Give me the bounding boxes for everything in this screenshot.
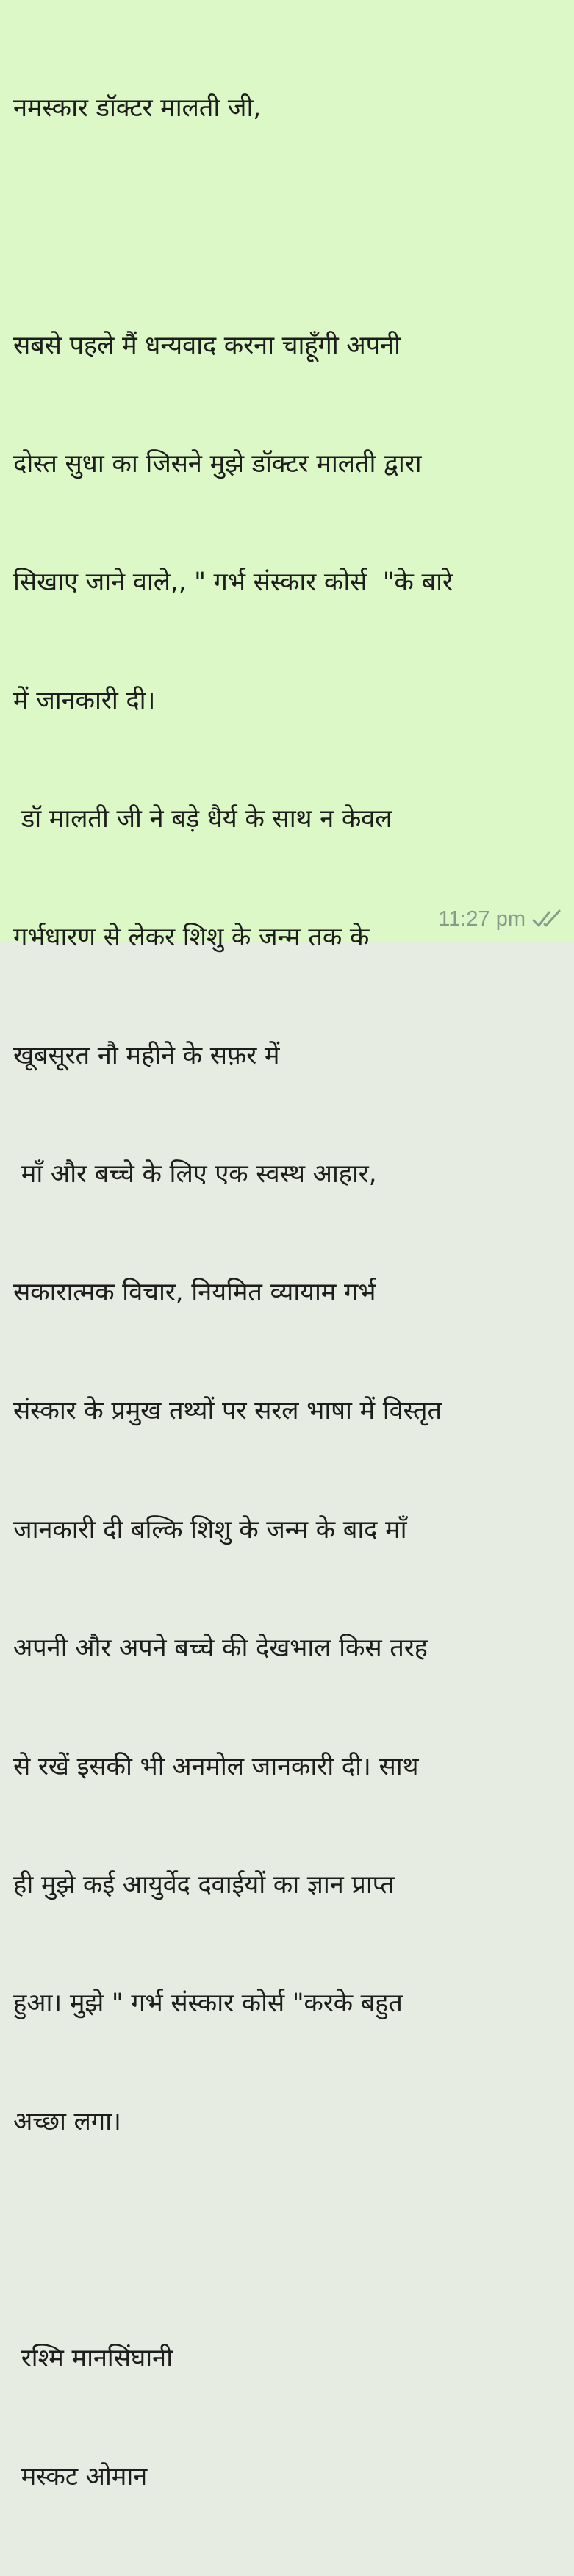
message-line: खूबसूरत नौ महीने के सफ़र में (13, 1041, 280, 1071)
message-line: सिखाए जाने वाले,, " गर्भ संस्कार कोर्स "के बारे (13, 567, 453, 597)
message-meta (438, 906, 564, 932)
signature-name: रश्मि मानसिंघानी (13, 2344, 173, 2374)
message-line (13, 2221, 563, 2261)
message-line: माँ और बच्चे के लिए एक स्वस्थ आहार, (13, 1159, 377, 1189)
message-line: हुआ। मुझे " गर्भ संस्कार कोर्स "करके बहुत (13, 1988, 403, 2018)
message-line: जानकारी दी बल्कि शिशु के जन्म के बाद माँ (13, 1514, 407, 1545)
message-line: अपनी और अपने बच्चे की देखभाल किस तरह (13, 1633, 428, 1663)
message-line: दोस्त सुधा का जिसने मुझे डॉक्टर मालती द्वारा (13, 448, 422, 479)
signature-location: मस्कट ओमान (13, 2462, 148, 2492)
message-line: नमस्कार डॉक्टर मालती जी, (13, 93, 261, 124)
message-line: संस्कार के प्रमुख तथ्यों पर सरल भाषा में विस्तृत (13, 1396, 442, 1426)
message-line: डॉ मालती जी ने बड़े धैर्य के साथ न केवल (13, 804, 392, 834)
message-line: सकारात्मक विचार, नियमित व्यायाम गर्भ (13, 1278, 376, 1308)
message-line: अच्छा लगा। (13, 2107, 121, 2136)
message-line: से रखें इसकी भी अनमोल जानकारी दी। साथ (13, 1751, 419, 1781)
message-line: गर्भधारण से लेकर शिशु के जन्म तक के (13, 923, 370, 953)
message-text (13, 10, 563, 2576)
double-check-icon (531, 908, 564, 930)
message-line (13, 208, 563, 248)
message-line: ही मुझे कई आयुर्वेद दवाईयों का ज्ञान प्राप्त (13, 1870, 395, 1900)
message-line: में जानकारी दी। (13, 685, 156, 715)
message-timestamp: 11:27 pm (438, 906, 525, 931)
message-line: सबसे पहले मैं धन्यवाद करना चाहूँगी अपनी (13, 330, 401, 360)
